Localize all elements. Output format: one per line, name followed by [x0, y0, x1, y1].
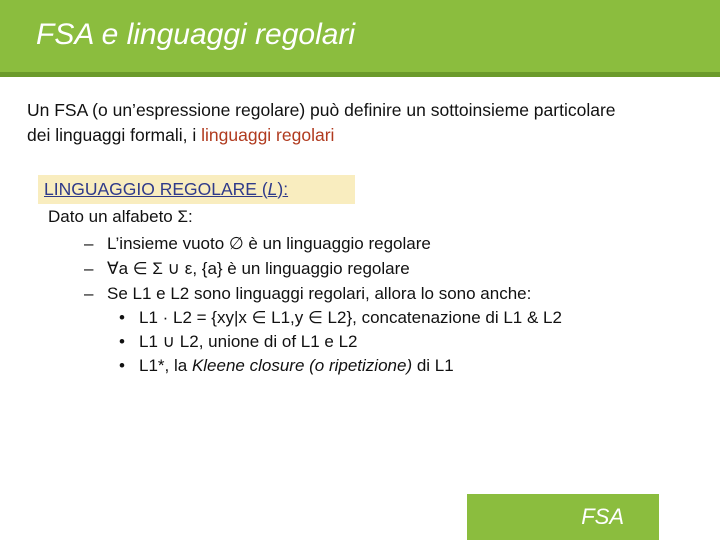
dash-marker: – [84, 259, 94, 278]
bullet-3-italic: Kleene closure (o ripetizione) [191, 356, 413, 375]
slide-title: FSA e linguaggi regolari [36, 18, 356, 51]
intro-line-1: Un FSA (o un’espressione regolare) può definire un sottoinsieme particolare [27, 100, 616, 120]
dash-item: L’insieme vuoto ∅ è un linguaggio regolare [107, 234, 431, 253]
definition-label-prefix: LINGUAGGIO REGOLARE ( [44, 179, 268, 199]
definition-label-var: L [267, 179, 278, 199]
dash-marker: – [84, 234, 94, 253]
footer-box [467, 494, 659, 540]
definition-box [38, 175, 355, 204]
bullet-item: L1 ∪ L2, unione di of L1 e L2 [139, 332, 358, 351]
title-divider [0, 72, 720, 77]
definition-label [44, 179, 288, 200]
title-bar [0, 0, 720, 72]
dash-item: ∀a ∈ Σ ∪ ε, {a} è un linguaggio regolare [107, 259, 410, 278]
bullet-item [139, 356, 454, 376]
intro-highlight: linguaggi regolari [201, 125, 335, 145]
bullet-item: L1 · L2 = {xy|x ∈ L1,y ∈ L2}, concatenazione di L1 & L2 [139, 308, 562, 327]
bullet-marker: • [119, 308, 125, 327]
footer-label: FSA [581, 504, 624, 529]
intro-line-2 [27, 123, 717, 148]
bullet-3-prefix: L1*, la [139, 356, 192, 375]
dash-item: Se L1 e L2 sono linguaggi regolari, allora lo sono anche: [107, 284, 532, 303]
bullet-marker: • [119, 332, 125, 351]
bullet-marker: • [119, 356, 125, 375]
intro-paragraph [27, 98, 717, 148]
definition-label-suffix: ): [277, 179, 289, 199]
lead-text: Dato un alfabeto Σ: [48, 207, 193, 226]
bullet-3-suffix: di L1 [412, 356, 454, 375]
intro-line-2-prefix: dei linguaggi formali, i [27, 125, 202, 145]
dash-marker: – [84, 284, 94, 303]
